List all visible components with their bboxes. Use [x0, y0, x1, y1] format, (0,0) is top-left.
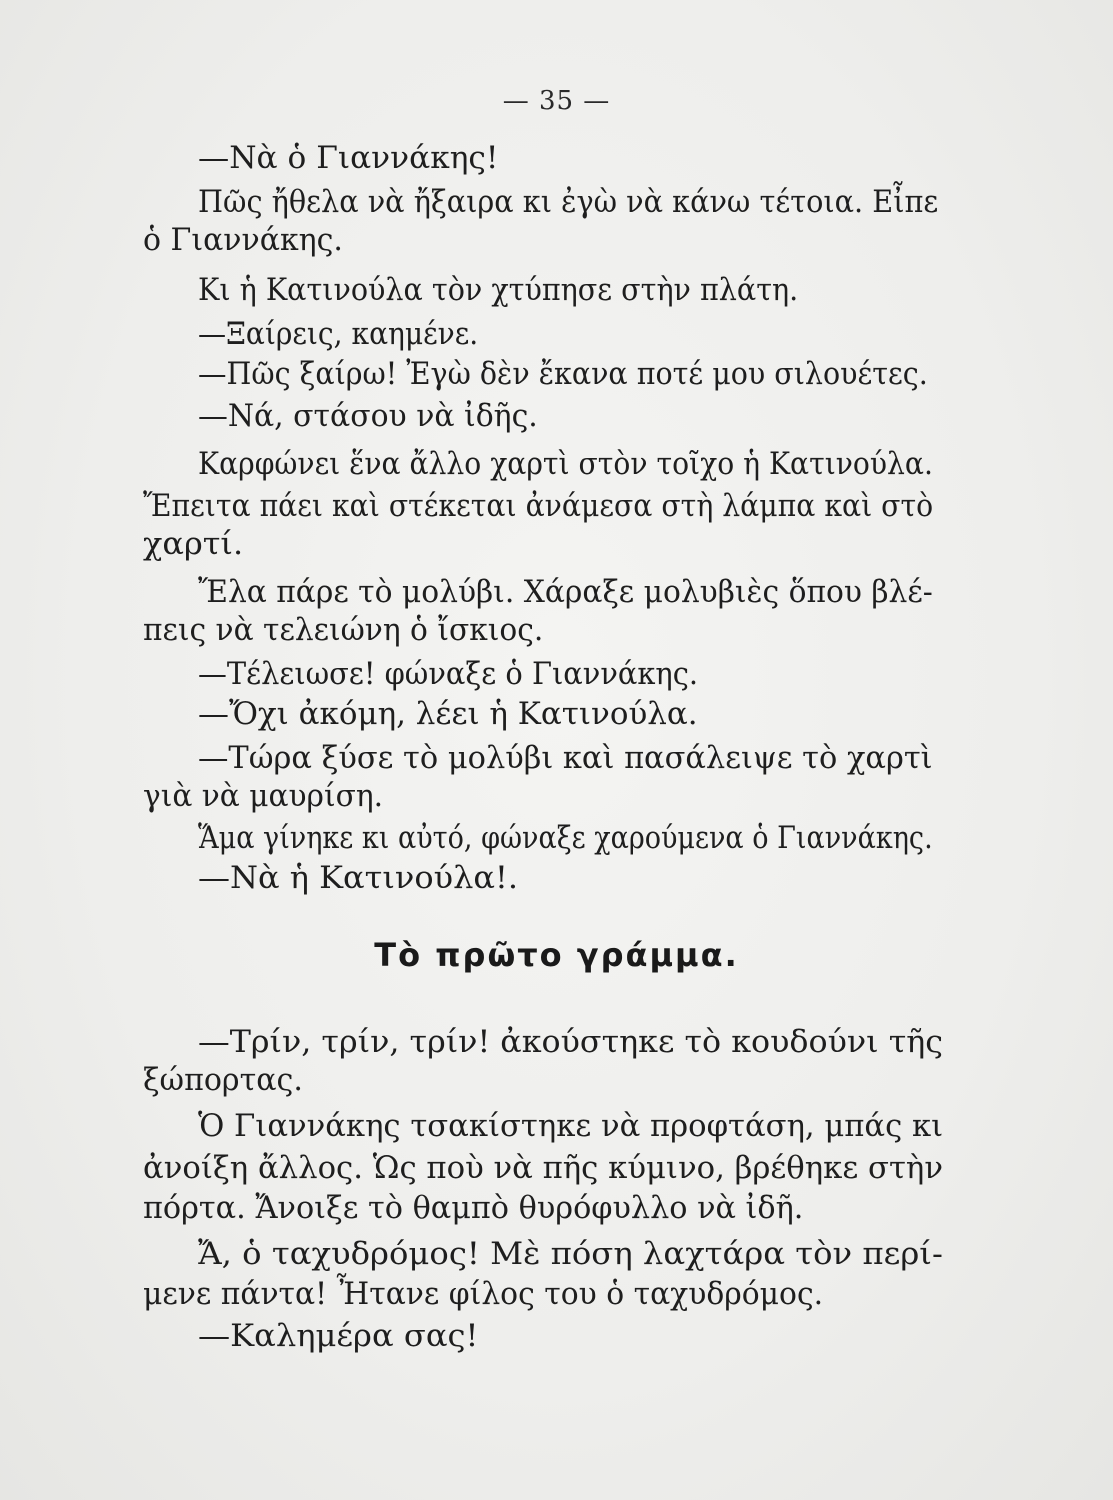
text-line: ὁ Γιαννάκης.	[143, 222, 343, 258]
text-line: Ἔλα πάρε τὸ μολύβι. Χάραξε μολυβιὲς ὅπου βλέ-	[198, 574, 933, 610]
section-heading: Τὸ πρῶτο γράμμα.	[374, 936, 739, 974]
text-line: ξώπορτας.	[143, 1062, 303, 1098]
text-line: —Πῶς ξαίρω! Ἐγὼ δὲν ἔκανα ποτέ μου σιλουέτες.	[198, 356, 928, 392]
text-line: Κι ἡ Κατινούλα τὸν χτύπησε στὴν πλάτη.	[198, 272, 799, 308]
text-line: Ἅμα γίνηκε κι αὐτό, φώναξε χαρούμενα ὁ Γιαννάκης.	[198, 820, 933, 856]
text-line: —Τέλειωσε! φώναξε ὁ Γιαννάκης.	[198, 656, 699, 692]
text-line: μενε πάντα! Ἦτανε φίλος του ὁ ταχυδρόμος.	[143, 1276, 824, 1312]
text-line: —Ὄχι ἀκόμη, λέει ἡ Κατινούλα.	[198, 696, 698, 732]
text-line: χαρτί.	[143, 526, 244, 562]
text-line: γιὰ νὰ μαυρίση.	[143, 778, 383, 814]
text-line: ἀνοίξη ἄλλος. Ὡς ποὺ νὰ πῆς κύμινο, βρέθηκε στὴν	[143, 1150, 943, 1186]
text-line: Ἔπειτα πάει καὶ στέκεται ἀνάμεσα στὴ λάμπα καὶ στὸ	[143, 488, 934, 524]
page-number: — 35 —	[502, 86, 611, 116]
text-line: —Καλημέρα σας!	[198, 1318, 479, 1354]
text-line: —Τρίν, τρίν, τρίν! ἀκούστηκε τὸ κουδούνι τῆς	[198, 1024, 944, 1060]
text-line: Καρφώνει ἕνα ἄλλο χαρτὶ στὸν τοῖχο ἡ Κατινούλα.	[198, 446, 933, 482]
text-line: —Νά, στάσου νὰ ἰδῆς.	[198, 398, 538, 434]
text-line: —Τώρα ξύσε τὸ μολύβι καὶ πασάλειψε τὸ χαρτὶ	[198, 740, 933, 776]
text-line: Ὁ Γιαννάκης τσακίστηκε νὰ προφτάση, μπάς κι	[198, 1108, 944, 1144]
text-line: —Ξαίρεις, καημένε.	[198, 316, 479, 352]
text-line: πόρτα. Ἄνοιξε τὸ θαμπὸ θυρόφυλλο νὰ ἰδῆ.	[143, 1190, 804, 1226]
text-line: Ἄ, ὁ ταχυδρόμος! Μὲ πόση λαχτάρα τὸν περί-	[198, 1236, 943, 1272]
text-line: Πῶς ἤθελα νὰ ἤξαιρα κι ἐγὼ νὰ κάνω τέτοια. Εἶπε	[198, 184, 939, 220]
text-line: πεις νὰ τελειώνη ὁ ἴσκιος.	[143, 612, 544, 648]
text-line: —Νὰ ὁ Γιαννάκης!	[198, 140, 499, 176]
text-line: —Νὰ ἡ Κατινούλα!.	[198, 860, 518, 896]
